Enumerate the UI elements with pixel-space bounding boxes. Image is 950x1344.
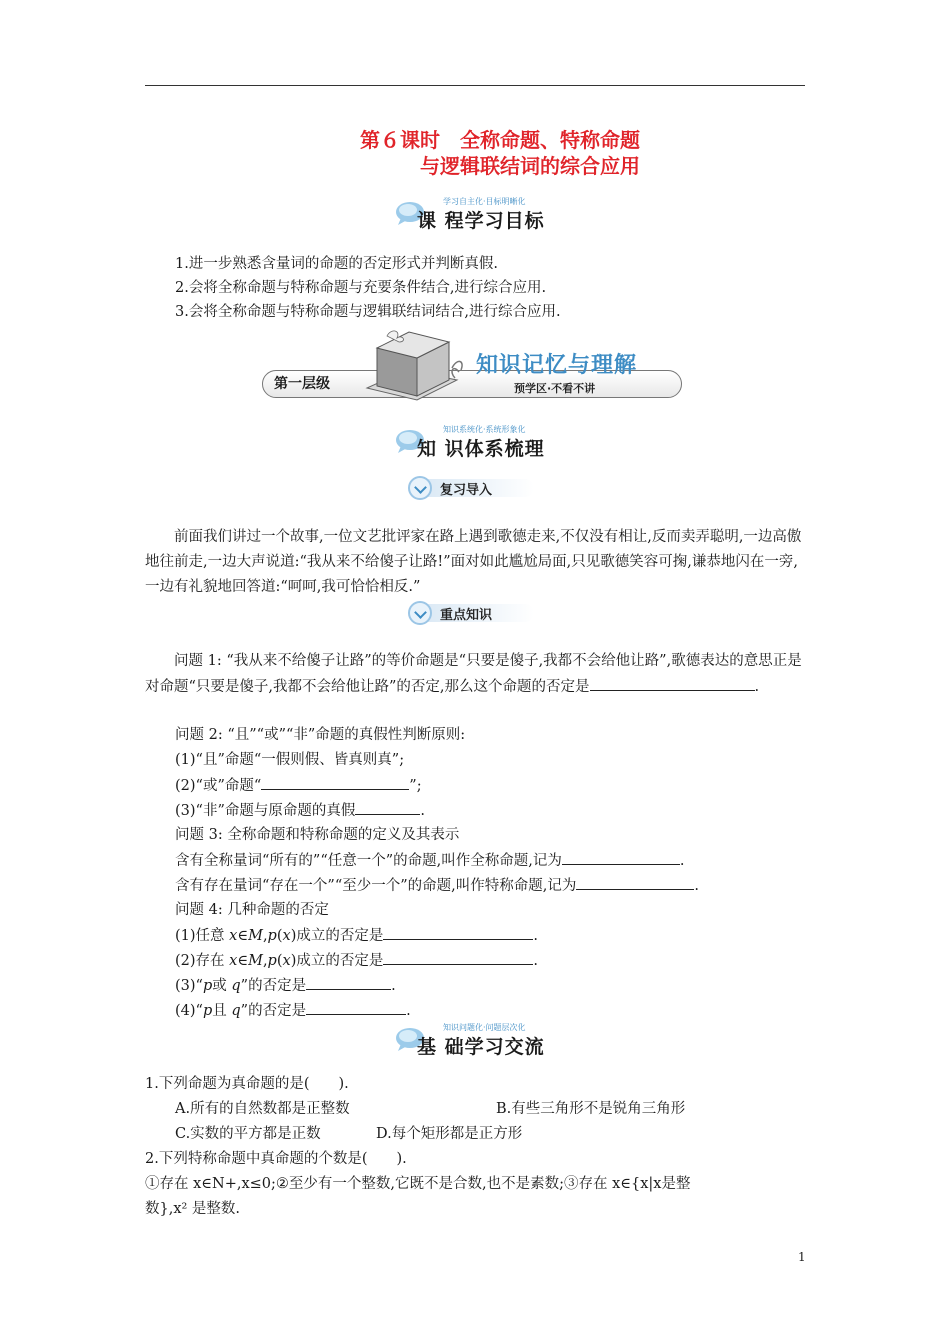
- answer-blank[interactable]: [261, 773, 409, 790]
- exercise-1-option-a: A.所有的自然数都是正整数: [175, 1101, 350, 1117]
- question-2-not: (3)“非”命题与原命题的真假 .: [175, 798, 425, 824]
- banner-heading: 基 础学习交流: [417, 1036, 545, 1058]
- level-subtitle: 预学区·不看不讲: [514, 382, 596, 395]
- level-banner: [262, 328, 692, 408]
- level-label: 第一层级: [274, 376, 330, 392]
- goal-item: 3.会将全称命题与特称命题与逻辑联结词结合,进行综合应用.: [175, 304, 561, 320]
- question-4-title: 问题 4: 几种命题的否定: [175, 902, 329, 918]
- subsection-label: 复习导入: [440, 483, 493, 498]
- question-4-item-1: (1)任意 x∈M,p(x)成立的否定是 .: [175, 923, 538, 949]
- subsection-label: 重点知识: [440, 608, 493, 623]
- answer-blank[interactable]: [306, 973, 391, 990]
- chevron-down-icon: [408, 601, 432, 625]
- chevron-down-icon: [408, 476, 432, 500]
- lesson-title: 第６课时 全称命题、特称命题: [360, 128, 640, 152]
- section-banner-practice: [395, 1022, 565, 1060]
- goal-item: 1.进一步熟悉含量词的命题的否定形式并判断真假.: [175, 256, 498, 272]
- level-heading: 知识记忆与理解: [476, 353, 638, 378]
- question-2-title: 问题 2: “且”“或”“非”命题的真假性判断原则:: [175, 727, 466, 743]
- answer-blank[interactable]: [576, 873, 694, 890]
- header-rule: [145, 85, 805, 86]
- exercise-2-line-1: ①存在 x∈N+,x≤0;②至少有一个整数,它既不是合数,也不是素数;③存在 x∈{x|x是整: [145, 1176, 691, 1192]
- answer-blank[interactable]: [383, 923, 533, 940]
- question-1-text: 问题 1: “我从来不给傻子让路”的等价命题是“只要是傻子,我都不会给他让路”,歌德表达的意思正是对命题“只要是傻子,我都不会给他让路”的否定,那么这个命题的否定是: [145, 653, 802, 695]
- page-number: 1: [798, 1250, 806, 1264]
- question-3-title: 问题 3: 全称命题和特称命题的定义及其表示: [175, 827, 460, 843]
- banner-tagline: 学习自主化·目标明晰化: [443, 197, 526, 206]
- exercise-1-stem: 1.下列命题为真命题的是( ).: [145, 1076, 349, 1092]
- story-paragraph: 前面我们讲过一个故事,一位文艺批评家在路上遇到歌德走来,不仅没有相让,反而卖弄聪明,一边高傲地往前走,一边大声说道:“我从来不给傻子让路!”面对如此尴尬局面,只见歌德笑容可掬,谦恭地闪在一旁,一边有礼貌地回答道:“呵呵,我可恰恰相反.”: [145, 529, 802, 595]
- answer-blank[interactable]: [355, 798, 420, 815]
- lesson-subtitle: 与逻辑联结词的综合应用: [420, 154, 640, 178]
- answer-blank[interactable]: [306, 998, 406, 1015]
- answer-blank[interactable]: [383, 948, 533, 965]
- subsection-review: [408, 476, 538, 500]
- answer-blank[interactable]: [590, 674, 755, 691]
- banner-tagline: 知识问题化·问题层次化: [443, 1023, 526, 1032]
- banner-heading: 知 识体系梳理: [417, 438, 545, 460]
- exercise-1-option-d: D.每个矩形都是正方形: [376, 1126, 523, 1142]
- goal-item: 2.会将全称命题与特称命题与充要条件结合,进行综合应用.: [175, 280, 547, 296]
- question-2-or: (2)“或”命题“ ”;: [175, 773, 422, 799]
- question-4-item-4: (4)“p且 q”的否定是 .: [175, 998, 411, 1024]
- subsection-key-points: [408, 601, 538, 625]
- question-2-and: (1)“且”命题“一假则假、皆真则真”;: [175, 752, 405, 768]
- question-4-item-3: (3)“p或 q”的否定是 .: [175, 973, 396, 999]
- question-3-universal: 含有全称量词“所有的”“任意一个”的命题,叫作全称命题,记为 .: [175, 848, 684, 874]
- book-icon: [357, 328, 467, 404]
- question-4-item-2: (2)存在 x∈M,p(x)成立的否定是 .: [175, 948, 538, 974]
- banner-heading: 课 程学习目标: [417, 210, 545, 232]
- question-1: 问题 1: “我从来不给傻子让路”的等价命题是“只要是傻子,我都不会给他让路”,歌德表达的意思正是对命题“只要是傻子,我都不会给他让路”的否定,那么这个命题的否定是 .: [145, 653, 802, 695]
- exercise-2-line-2: 数},x² 是整数.: [145, 1201, 241, 1217]
- exercise-1-option-b: B.有些三角形不是锐角三角形: [496, 1101, 686, 1117]
- section-banner-knowledge: [395, 424, 565, 462]
- section-banner-goals: [395, 196, 565, 234]
- banner-tagline: 知识系统化·系统形象化: [443, 425, 526, 434]
- answer-blank[interactable]: [562, 848, 680, 865]
- question-3-existential: 含有存在量词“存在一个”“至少一个”的命题,叫作特称命题,记为 .: [175, 873, 699, 899]
- exercise-1-option-c: C.实数的平方都是正数: [175, 1126, 321, 1142]
- exercise-2-stem: 2.下列特称命题中真命题的个数是( ).: [145, 1151, 407, 1167]
